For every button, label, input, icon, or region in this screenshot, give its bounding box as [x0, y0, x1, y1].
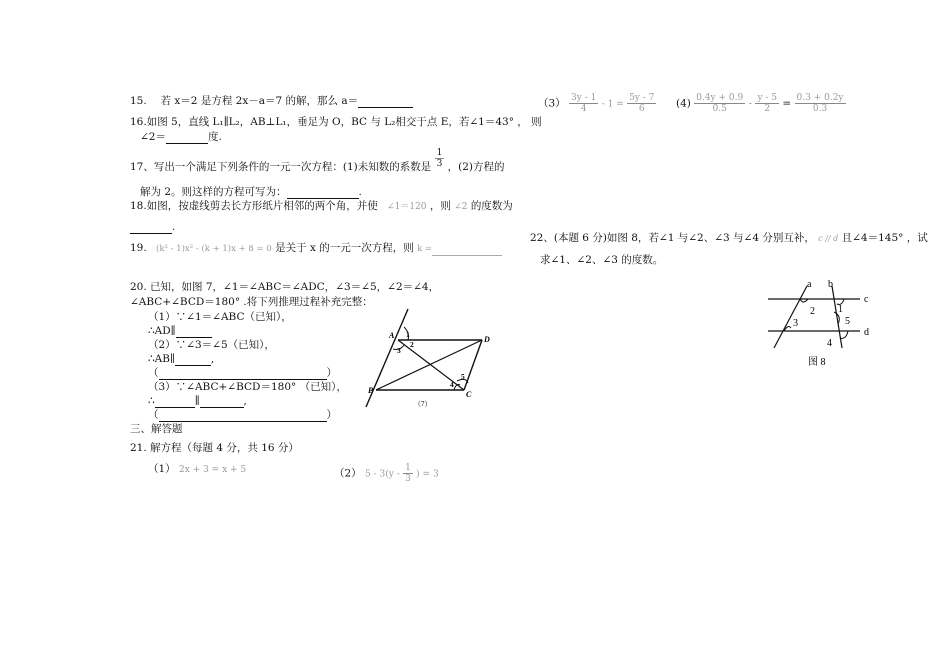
fraction: $\frac{0.4y + 0.9}{0.5}$ [696, 93, 744, 114]
answer-blank [287, 187, 359, 199]
label-a: a [807, 279, 812, 290]
figure-7-caption: （7） [414, 400, 432, 408]
question-21-part4: (4) $\frac{0.4y + 0.9}{0.5}$ - $\frac{y - 5}{2}$ = $\frac{0.3 + 0.2y}{0.3}$ [676, 93, 844, 114]
question-19: 19. (k² - 1)x² - (k + 1)x + 8 = 0 是关于 x 的一元一次方程，则 k = [130, 242, 502, 256]
label-1: 1 [406, 330, 410, 339]
angle-arc-4 [454, 385, 460, 390]
question-20-step7: ∴ ∥ , [148, 395, 247, 407]
answer-blank [175, 354, 211, 366]
figure-8-parallel-lines [760, 278, 885, 370]
question-20-step2: ∴AD∥ [148, 325, 212, 338]
answer-blank [358, 96, 413, 108]
question-20-step8: （ ） [148, 409, 337, 421]
question-20-step4: ∴AB∥ , [148, 353, 215, 365]
question-20-step5: （ ） [148, 367, 337, 379]
answer-blank [176, 326, 212, 338]
diagonal-ac [398, 340, 464, 390]
label-d: D [484, 335, 490, 344]
question-20-step6: （3）∵∠ABC+∠BCD＝180° （已知）， [148, 381, 347, 393]
question-21: 21. 解方程（每题 4 分，共 16 分） [130, 442, 299, 454]
label-2: 2 [410, 340, 414, 349]
question-20-step3: （2）∵∠3＝∠5（已知）， [148, 339, 275, 351]
question-17-line1: 17、写出一个满足下列条件的一元一次方程：(1)未知数的系数是 $\frac{1}{3}$ ，(2)方程的 [130, 147, 505, 173]
section-3-heading: 三、解答题 [130, 423, 183, 435]
question-22-line1: 22、(本题 6 分)如图 8，若∠1 与∠2、∠3 与∠4 分别互补， c // d 且∠4＝145° ，试 [530, 232, 928, 244]
label-c: C [466, 390, 472, 399]
question-16-line1: 16.如图 5，直线 L₁∥L₂，AB⊥L₁，垂足为 O，BC 与 L₂相交于点 E，若∠1＝43° ， 则 [130, 116, 542, 128]
label-4: 4 [450, 380, 454, 389]
fraction: $\frac{5y - 7}{6}$ [629, 93, 655, 114]
label-c: c [864, 294, 869, 305]
fraction: $\frac{3y - 1}{4}$ [571, 93, 597, 114]
line-b [832, 286, 842, 348]
question-21-part2: （2） 5 - 3(y - $\frac{1}{3}$ ) = 3 [334, 463, 439, 484]
fraction: $\frac{0.3 + 0.2y}{0.3}$ [796, 93, 844, 114]
answer-blank [432, 244, 502, 256]
question-18-line2: . [130, 221, 175, 234]
answer-blank [200, 396, 244, 408]
angle-arc-4 [840, 331, 848, 338]
question-20-line2: ∠ABC+∠BCD＝180° .将下列推理过程补充完整： [130, 296, 373, 308]
answer-blank [130, 222, 172, 234]
question-21-part3: （3） $\frac{3y - 1}{4}$ - 1 = $\frac{5y - 7}{6}$ [538, 93, 655, 114]
question-21-part1: （1） 2x + 3 = x + 5 [148, 463, 247, 475]
label-3: 3 [397, 346, 401, 355]
question-22-line2: 求∠1、∠2、∠3 的度数。 [540, 254, 664, 266]
figure-7-parallelogram [360, 305, 500, 410]
fraction-one-third: $\frac{1}{3}$ [405, 463, 411, 484]
label-2: 2 [810, 306, 815, 317]
label-4: 4 [827, 338, 832, 349]
label-a: A [389, 331, 395, 340]
answer-blank [166, 132, 208, 144]
question-18-line1: 18.如图，按虚线剪去长方形纸片相邻的两个角，并使 ∠1＝120 ，则 ∠2 的度数为 [130, 200, 513, 212]
label-b: B [368, 386, 374, 395]
label-3: 3 [793, 318, 798, 329]
question-15: 15. 若 x＝2 是方程 2x－a＝7 的解，那么 a＝ [130, 95, 413, 108]
question-20-step1: （1）∵∠1＝∠ABC（已知）， [148, 311, 292, 323]
line-a [774, 286, 807, 348]
fraction: $\frac{y - 5}{2}$ [757, 93, 778, 114]
fraction-one-third: $\frac{1}{3}$ [436, 147, 443, 169]
label-5: 5 [461, 372, 465, 381]
label-d: d [864, 327, 869, 338]
question-16-line2: ∠2＝ 度. [140, 131, 222, 143]
answer-blank [159, 410, 327, 422]
answer-blank [155, 396, 195, 408]
question-20-line1: 20. 已知，如图 7，∠1＝∠ABC＝∠ADC，∠3＝∠5，∠2＝∠4， [130, 281, 440, 293]
figure-8-caption: 图 8 [808, 357, 826, 368]
label-b: b [828, 279, 833, 290]
answer-blank [159, 368, 327, 380]
label-5: 5 [845, 316, 850, 327]
question-17-line2: 解为 2。则这样的方程可写为： . [140, 186, 362, 198]
label-1: 1 [838, 304, 843, 315]
